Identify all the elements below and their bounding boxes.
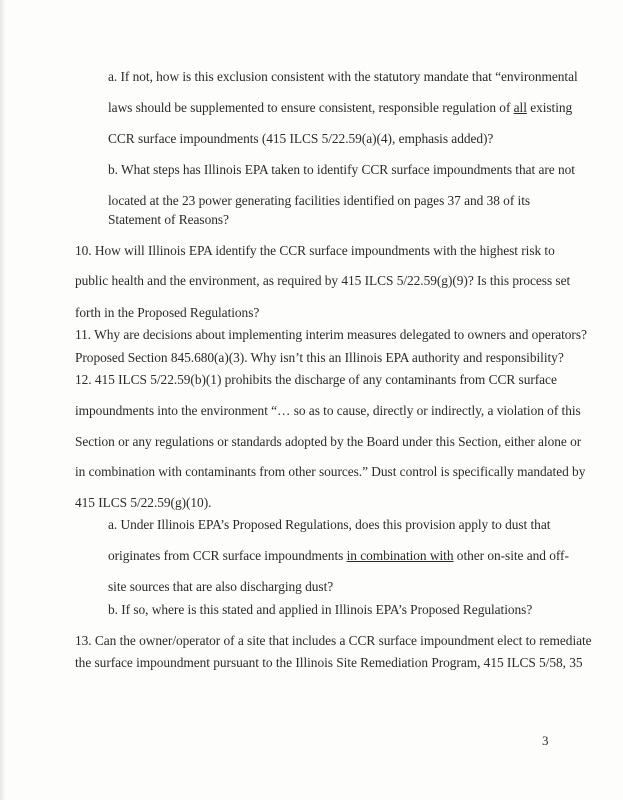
- emphasis-all: all: [513, 100, 527, 115]
- question-12-line-2: impoundments into the environment “… so as to cause, directly or indirectly, a violation of this: [75, 403, 581, 418]
- question-10-line-1: 10. How will Illinois EPA identify the CCR surface impoundments with the highest risk to: [75, 243, 555, 258]
- question-12-line-3: Section or any regulations or standards adopted by the Board under this Section, either alone or: [75, 434, 582, 449]
- question-12a-line-2-post: other on-site and off-: [453, 548, 569, 563]
- question-12b-line-1: b. If so, where is this stated and applied in Illinois EPA’s Proposed Regulations?: [108, 602, 533, 617]
- scan-edge-shadow: [0, 0, 6, 800]
- question-9a-line-2-pre: laws should be supplemented to ensure consistent, responsible regulation of: [108, 100, 514, 115]
- question-10-line-2: public health and the environment, as required by 415 ILCS 5/22.59(g)(9)? Is this process set: [75, 273, 571, 288]
- question-13-line-2: the surface impoundment pursuant to the Illinois Site Remediation Program, 415 ILCS 5/58, 35: [75, 655, 583, 670]
- question-9a-line-2-post: existing: [526, 100, 573, 115]
- question-13-line-1: 13. Can the owner/operator of a site that includes a CCR surface impoundment elect to remediate: [75, 633, 592, 648]
- question-9b-line-3: Statement of Reasons?: [108, 212, 229, 227]
- question-9b-line-1: b. What steps has Illinois EPA taken to identify CCR surface impoundments that are not: [108, 162, 575, 177]
- question-12-line-4: in combination with contaminants from other sources.” Dust control is specifically mandated by: [75, 464, 586, 479]
- question-12a-line-2: [108, 548, 569, 564]
- question-12-line-5: 415 ILCS 5/22.59(g)(10).: [75, 495, 212, 510]
- question-12a-line-3: site sources that are also discharging dust?: [108, 579, 334, 594]
- question-9a-line-1: a. If not, how is this exclusion consistent with the statutory mandate that “environmental: [108, 69, 578, 84]
- question-10-line-3: forth in the Proposed Regulations?: [75, 305, 260, 320]
- question-9b-line-2: located at the 23 power generating facilities identified on pages 37 and 38 of its: [108, 193, 531, 208]
- page-number: 3: [542, 733, 549, 748]
- question-12a-line-2-pre: originates from CCR surface impoundments: [108, 548, 347, 563]
- question-9a-line-2: [108, 100, 572, 116]
- question-12a-line-1: a. Under Illinois EPA’s Proposed Regulations, does this provision apply to dust that: [108, 517, 551, 532]
- question-9a-line-3: CCR surface impoundments (415 ILCS 5/22.59(a)(4), emphasis added)?: [108, 131, 494, 146]
- question-12-line-1: 12. 415 ILCS 5/22.59(b)(1) prohibits the discharge of any contaminants from CCR surface: [75, 372, 557, 387]
- question-11-line-2: Proposed Section 845.680(a)(3). Why isn’t this an Illinois EPA authority and responsibility?: [75, 350, 564, 365]
- emphasis-in-combination-with: in combination with: [346, 548, 454, 563]
- question-11-line-1: 11. Why are decisions about implementing interim measures delegated to owners and operators?: [75, 327, 587, 342]
